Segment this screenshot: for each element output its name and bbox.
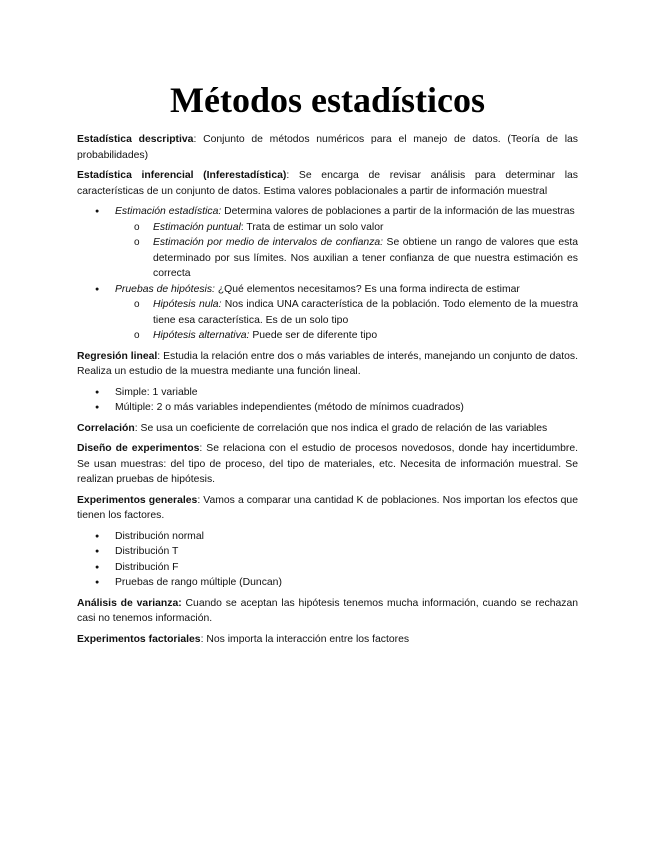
term-label: Diseño de experimentos [77, 443, 200, 454]
term-label: Experimentos generales [77, 494, 198, 506]
paragraph-regresion-lineal [77, 349, 578, 380]
item-text: Determina valores de poblaciones a partir de la información de las muestras [221, 206, 575, 217]
term-definition: : Nos importa la interacción entre los factores [200, 633, 410, 645]
list-item: ● Distribución T [77, 544, 578, 560]
list-item [115, 297, 578, 328]
paragraph-estadistica-inferencial [77, 168, 578, 199]
paragraph-experimentos-generales [77, 493, 578, 524]
paragraph-estadistica-descriptiva [77, 132, 578, 163]
item-label: Estimación estadística: [115, 206, 222, 217]
term-definition: Cuando se aceptan las hipótesis tenemos mucha información, cuando se rechazan casi no tenemos información. [77, 597, 578, 624]
list-item [115, 220, 578, 236]
term-definition: : Conjunto de métodos numéricos para el manejo de datos. (Teoría de las probabilidades) [77, 134, 579, 161]
item-text: : Trata de estimar un solo valor [240, 221, 384, 233]
item-text: ¿Qué elementos necesitamos? Es una forma indirecta de estimar [214, 283, 520, 295]
sub-bullet-list [115, 220, 578, 282]
item-label: Pruebas de hipótesis: [115, 283, 215, 295]
inferencial-bullet-list [77, 204, 578, 344]
list-item [115, 328, 578, 344]
item-text: Se obtiene un rango de valores que esta determinado por sus límites. Nos auxilian a tener confianza de que nuestra estimación es correcta [153, 237, 578, 279]
sub-bullet-list [115, 297, 578, 344]
term-definition: : Se encarga de revisar análisis para determinar las características de un conjunto de datos. Estima valores poblacionales a partir de información muestral [77, 170, 579, 197]
item-label: Estimación puntual [153, 221, 241, 233]
term-label: Estadística inferencial (Inferestadística) [77, 170, 287, 181]
item-text: Puede ser de diferente tipo [249, 330, 378, 341]
list-item: ● Simple: 1 variable [77, 385, 578, 401]
term-label: Regresión lineal [77, 350, 158, 362]
term-definition: : Se relaciona con el estudio de procesos novedosos, donde hay incertidumbre. Se usan muestras: del tipo de proceso, del tipo de materiales, etc. Necesita de información muestral. Se realizan pruebas de hipótesis. [77, 443, 578, 485]
term-definition: : Vamos a comparar una cantidad K de poblaciones. Nos importan los efectos que tienen los factores. [77, 494, 578, 521]
list-item: ● Pruebas de rango múltiple (Duncan) [77, 575, 578, 591]
document-body [77, 132, 578, 647]
regresion-bullet-list [77, 385, 578, 416]
list-item [77, 204, 578, 282]
list-item: ● Distribución F [77, 560, 578, 576]
term-label: Experimentos factoriales [77, 633, 201, 645]
list-item: ● Múltiple: 2 o más variables independientes (método de mínimos cuadrados) [77, 400, 578, 416]
item-label: Hipótesis alternativa: [153, 330, 250, 341]
term-label: Correlación [77, 422, 135, 434]
paragraph-diseno-experimentos [77, 441, 578, 488]
term-definition: : Se usa un coeficiente de correlación que nos indica el grado de relación de las variables [134, 422, 548, 434]
item-text: Nos indica UNA característica de la población. Todo elemento de la muestra tiene esa característica. Es de un solo tipo [153, 299, 579, 326]
item-label: Estimación por medio de intervalos de confianza: [153, 237, 384, 248]
list-item: ● Distribución normal [77, 529, 578, 545]
paragraph-correlacion [77, 421, 578, 437]
generales-bullet-list [77, 529, 578, 591]
list-item [115, 235, 578, 282]
paragraph-experimentos-factoriales [77, 632, 578, 648]
document-title: Métodos estadísticos [170, 80, 485, 120]
item-label: Hipótesis nula: [153, 299, 222, 310]
list-item [77, 282, 578, 344]
term-label: Análisis de varianza: [77, 597, 182, 609]
term-definition: : Estudia la relación entre dos o más variables de interés, manejando un conjunto de datos. Realiza un estudio de la muestra mediante una función lineal. [77, 350, 578, 377]
term-label: Estadística descriptiva [77, 134, 194, 145]
paragraph-analisis-varianza [77, 596, 578, 627]
